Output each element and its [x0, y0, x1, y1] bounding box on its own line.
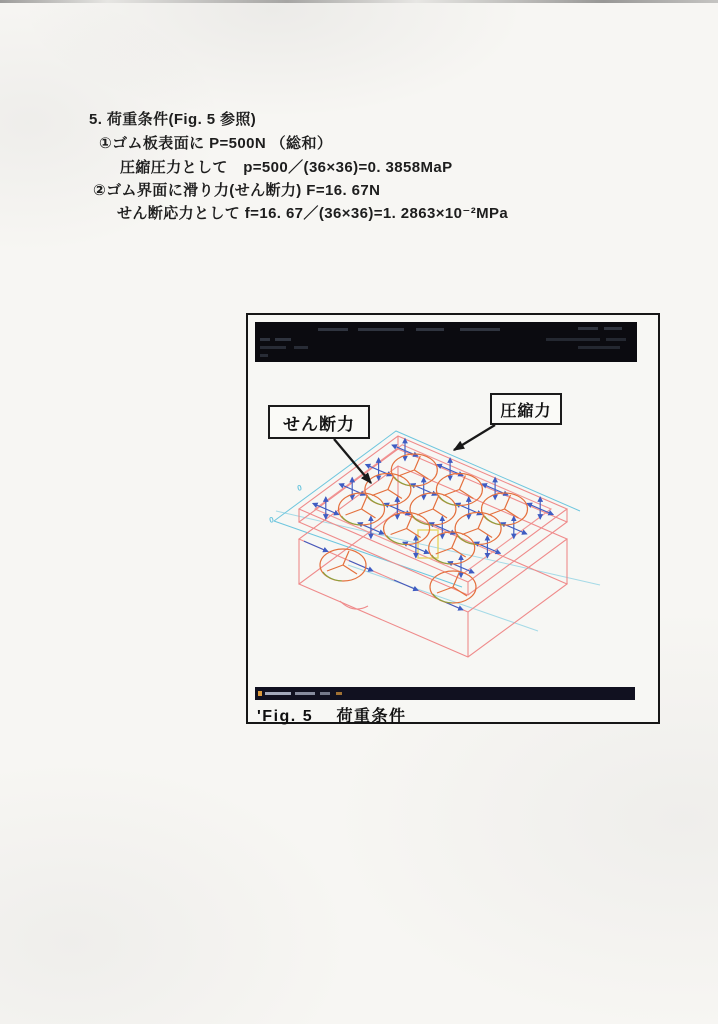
guide-zero-label: 0	[296, 483, 303, 493]
scan-edge-artifact	[0, 0, 718, 3]
shear-leader-arrow	[334, 439, 371, 483]
condition-line-1: ①ゴム板表面に P=500N （総和）	[99, 135, 333, 152]
compression-leader-arrow	[454, 425, 495, 450]
condition-line-3: ②ゴム界面に滑り力(せん断力) F=16. 67N	[93, 182, 381, 199]
guide-zero-label: 0	[268, 515, 275, 525]
condition-line-2: 圧縮圧力として p=500／(36×36)=0. 3858MaP	[120, 159, 453, 176]
callout-shear-force: せん断力	[268, 405, 370, 439]
condition-line-4: せん断応力として f=16. 67／(36×36)=1. 2863×10⁻²MPa	[117, 205, 509, 222]
callout-compression-force: 圧縮力	[490, 393, 562, 425]
cad-screenshot	[248, 315, 658, 722]
figure-caption: 'Fig. 5 荷重条件	[257, 708, 407, 725]
section-heading: 5. 荷重条件(Fig. 5 参照)	[89, 111, 257, 128]
figure-5-frame	[246, 313, 660, 724]
